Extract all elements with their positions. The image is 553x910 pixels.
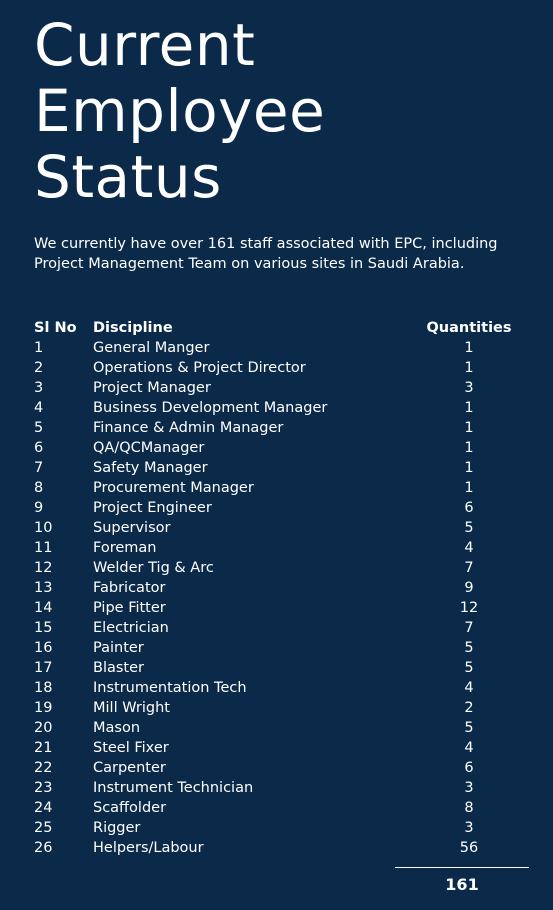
page-title-line-1: Current	[34, 11, 256, 79]
page-title-line-3: Status	[34, 143, 222, 211]
row-sl-no: 25	[34, 820, 53, 836]
row-quantity: 2	[464, 700, 474, 716]
table-header-row	[34, 317, 529, 338]
row-quantity: 4	[464, 540, 474, 556]
row-discipline: Procurement Manager	[93, 480, 254, 496]
total-quantity: 161	[445, 875, 479, 894]
row-discipline: QA/QCManager	[93, 440, 205, 456]
row-discipline: Supervisor	[93, 520, 171, 536]
row-quantity: 4	[464, 740, 474, 756]
table-row	[34, 478, 529, 498]
table-row	[34, 498, 529, 518]
row-sl-no: 3	[34, 380, 44, 396]
row-sl-no: 9	[34, 500, 44, 516]
row-quantity: 7	[464, 560, 474, 576]
row-sl-no: 13	[34, 580, 53, 596]
table-row	[34, 758, 529, 778]
table-row	[34, 538, 529, 558]
row-quantity: 1	[464, 400, 474, 416]
row-discipline: Instrumentation Tech	[93, 680, 247, 696]
row-sl-no: 24	[34, 800, 53, 816]
row-quantity: 5	[464, 720, 474, 736]
intro-paragraph: We currently have over 161 staff associated with EPC, including Project Management Team on various sites in Saudi Arabia.	[34, 236, 498, 272]
row-discipline: Pipe Fitter	[93, 600, 166, 616]
table-row	[34, 798, 529, 818]
row-sl-no: 7	[34, 460, 44, 476]
row-quantity: 3	[464, 820, 474, 836]
table-row	[34, 598, 529, 618]
row-sl-no: 15	[34, 620, 53, 636]
row-quantity: 5	[464, 640, 474, 656]
row-sl-no: 18	[34, 680, 53, 696]
row-discipline: Mill Wright	[93, 700, 170, 716]
header-sl-no: Sl No	[34, 319, 77, 336]
row-discipline: Instrument Technician	[93, 780, 254, 796]
table-row	[34, 418, 529, 438]
table-row	[34, 838, 529, 858]
row-quantity: 1	[464, 340, 474, 356]
row-discipline: Blaster	[93, 660, 144, 676]
row-quantity: 7	[464, 620, 474, 636]
row-discipline: Mason	[93, 720, 141, 736]
row-sl-no: 22	[34, 760, 53, 776]
row-sl-no: 19	[34, 700, 53, 716]
row-discipline: Painter	[93, 640, 144, 656]
row-quantity: 5	[464, 520, 474, 536]
row-discipline: Scaffolder	[93, 800, 167, 816]
row-discipline: Steel Fixer	[93, 740, 169, 756]
table-row	[34, 638, 529, 658]
row-quantity: 56	[459, 840, 479, 856]
row-quantity: 1	[464, 440, 474, 456]
row-discipline: Helpers/Labour	[93, 840, 204, 856]
table-row	[34, 698, 529, 718]
row-sl-no: 21	[34, 740, 53, 756]
row-discipline: Finance & Admin Manager	[93, 420, 284, 436]
row-discipline: Project Engineer	[93, 500, 212, 516]
table-row	[34, 378, 529, 398]
table-row	[34, 398, 529, 418]
row-sl-no: 8	[34, 480, 44, 496]
row-sl-no: 11	[34, 540, 53, 556]
header-discipline: Discipline	[93, 319, 173, 336]
row-discipline: Business Development Manager	[93, 400, 328, 416]
row-discipline: Operations & Project Director	[93, 360, 306, 376]
total-divider	[395, 867, 529, 868]
row-discipline: Carpenter	[93, 760, 166, 776]
row-discipline: Fabricator	[93, 580, 166, 596]
table-row	[34, 678, 529, 698]
row-sl-no: 1	[34, 340, 44, 356]
row-quantity: 1	[464, 420, 474, 436]
page-title-line-2: Employee	[34, 77, 326, 145]
row-quantity: 12	[459, 600, 479, 616]
row-discipline: Project Manager	[93, 380, 211, 396]
page-title	[34, 12, 325, 210]
row-quantity: 3	[464, 780, 474, 796]
row-quantity: 1	[464, 360, 474, 376]
table-row	[34, 818, 529, 838]
row-discipline: General Manger	[93, 340, 210, 356]
row-quantity: 5	[464, 660, 474, 676]
row-sl-no: 26	[34, 840, 53, 856]
row-sl-no: 10	[34, 520, 53, 536]
row-sl-no: 14	[34, 600, 53, 616]
table-row	[34, 338, 529, 358]
table-row	[34, 578, 529, 598]
table-row	[34, 458, 529, 478]
row-discipline: Welder Tig & Arc	[93, 560, 214, 576]
table-row	[34, 718, 529, 738]
table-row	[34, 518, 529, 538]
table-row	[34, 618, 529, 638]
row-sl-no: 5	[34, 420, 44, 436]
row-discipline: Electrician	[93, 620, 169, 636]
row-sl-no: 2	[34, 360, 44, 376]
table-body	[34, 338, 529, 858]
table-row	[34, 438, 529, 458]
row-sl-no: 12	[34, 560, 53, 576]
header-quantities: Quantities	[426, 319, 512, 336]
table-row	[34, 778, 529, 798]
row-sl-no: 17	[34, 660, 53, 676]
row-sl-no: 23	[34, 780, 53, 796]
row-sl-no: 4	[34, 400, 44, 416]
row-sl-no: 6	[34, 440, 44, 456]
row-quantity: 8	[464, 800, 474, 816]
row-quantity: 4	[464, 680, 474, 696]
row-discipline: Safety Manager	[93, 460, 208, 476]
row-discipline: Rigger	[93, 820, 141, 836]
row-quantity: 9	[464, 580, 474, 596]
table-row	[34, 358, 529, 378]
row-quantity: 1	[464, 480, 474, 496]
row-quantity: 1	[464, 460, 474, 476]
row-sl-no: 16	[34, 640, 53, 656]
row-quantity: 6	[464, 760, 474, 776]
table-row	[34, 658, 529, 678]
table-row	[34, 738, 529, 758]
staff-table	[34, 317, 529, 858]
row-discipline: Foreman	[93, 540, 157, 556]
row-sl-no: 20	[34, 720, 53, 736]
row-quantity: 6	[464, 500, 474, 516]
row-quantity: 3	[464, 380, 474, 396]
table-row	[34, 558, 529, 578]
